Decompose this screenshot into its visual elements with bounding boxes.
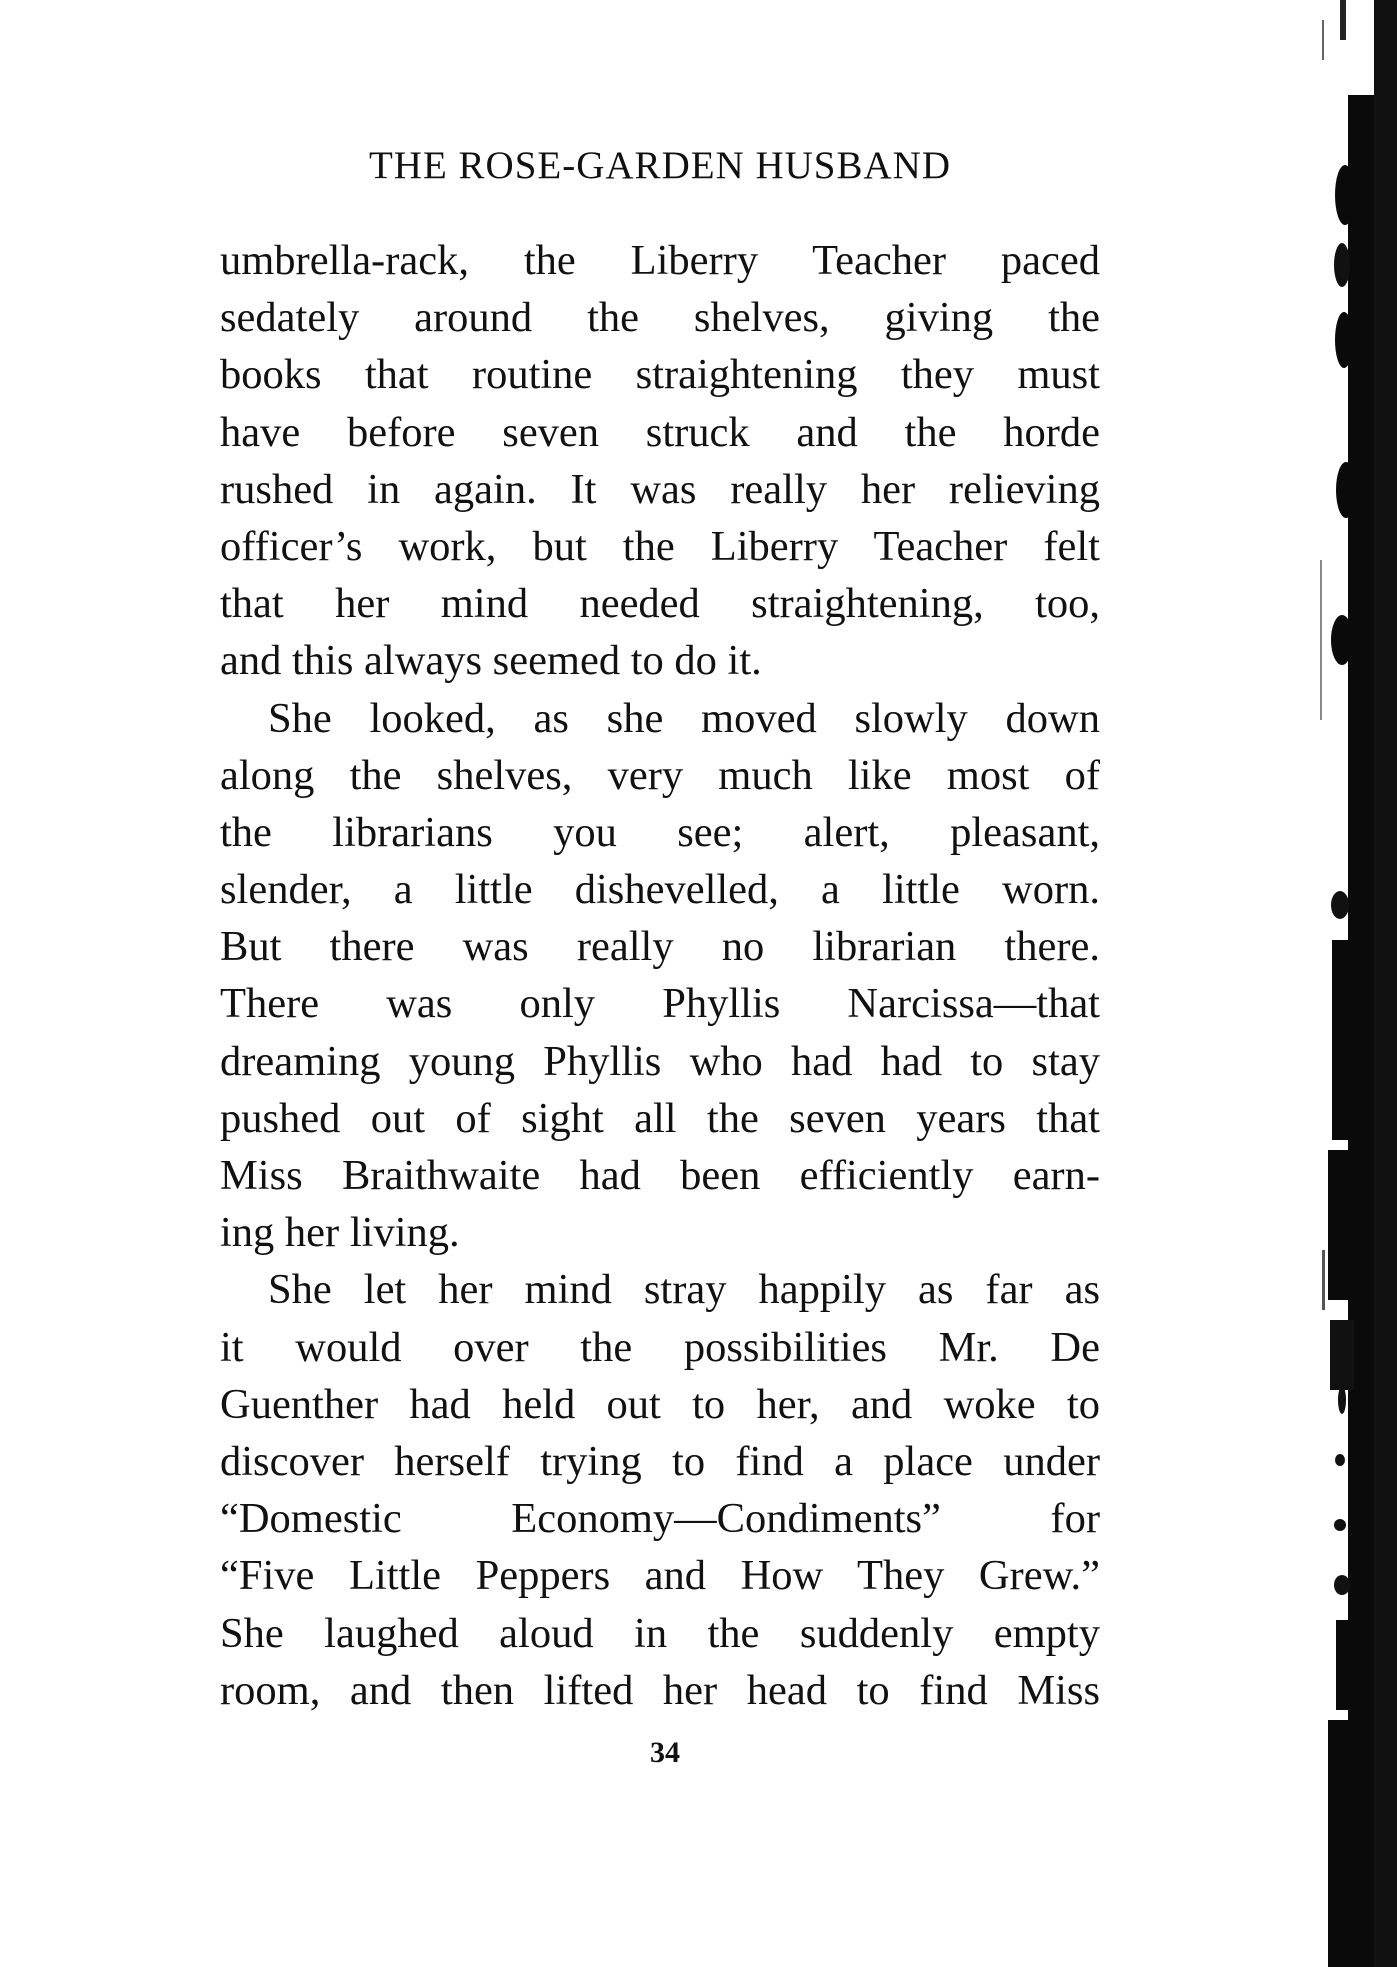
text-line: along the shelves, very much like most of [220, 751, 1100, 799]
text-line: it would over the possibilities Mr. De [220, 1323, 1100, 1371]
text-line: There was only Phyllis Narcissa—that [220, 980, 1100, 1028]
text-line: officer’s work, but the Liberry Teacher felt [220, 522, 1100, 570]
text-line: Miss Braithwaite had been efficiently earn- [220, 1152, 1100, 1199]
text-line: She laughed aloud in the suddenly empty [220, 1609, 1100, 1657]
scan-gutter-shadow [1300, 0, 1397, 1967]
text-line: have before seven struck and the horde [220, 408, 1100, 456]
text-line: discover herself trying to find a place under [220, 1437, 1100, 1485]
text-line: the librarians you see; alert, pleasant, [220, 808, 1100, 856]
text-line: sedately around the shelves, giving the [220, 294, 1100, 342]
paragraph-start-line: She looked, as she moved slowly down [268, 694, 1100, 742]
text-line: dreaming young Phyllis who had had to stay [220, 1037, 1100, 1085]
text-line: and this always seemed to do it. [220, 637, 762, 685]
text-line: “Five Little Peppers and How They Grew.” [220, 1552, 1100, 1600]
running-head: THE ROSE-GARDEN HUSBAND [368, 144, 951, 187]
paragraph-start-line: She let her mind stray happily as far as [268, 1266, 1100, 1314]
text-line: “Domestic Economy—Condiments” for [220, 1495, 1100, 1543]
page-number: 34 [650, 1736, 680, 1769]
text-line: room, and then lifted her head to find Miss [220, 1666, 1100, 1714]
text-line: that her mind needed straightening, too, [220, 580, 1100, 628]
text-line: books that routine straightening they must [220, 351, 1100, 399]
text-line: pushed out of sight all the seven years that [220, 1094, 1100, 1142]
text-line: umbrella-rack, the Liberry Teacher paced [220, 237, 1100, 284]
text-line: slender, a little dishevelled, a little worn. [220, 866, 1100, 914]
text-line: Guenther had held out to her, and woke to [220, 1380, 1100, 1428]
text-line: But there was really no librarian there. [220, 923, 1100, 971]
text-line: ing her living. [220, 1209, 460, 1257]
body-text [220, 232, 1100, 1719]
text-line: rushed in again. It was really her relieving [220, 465, 1100, 513]
